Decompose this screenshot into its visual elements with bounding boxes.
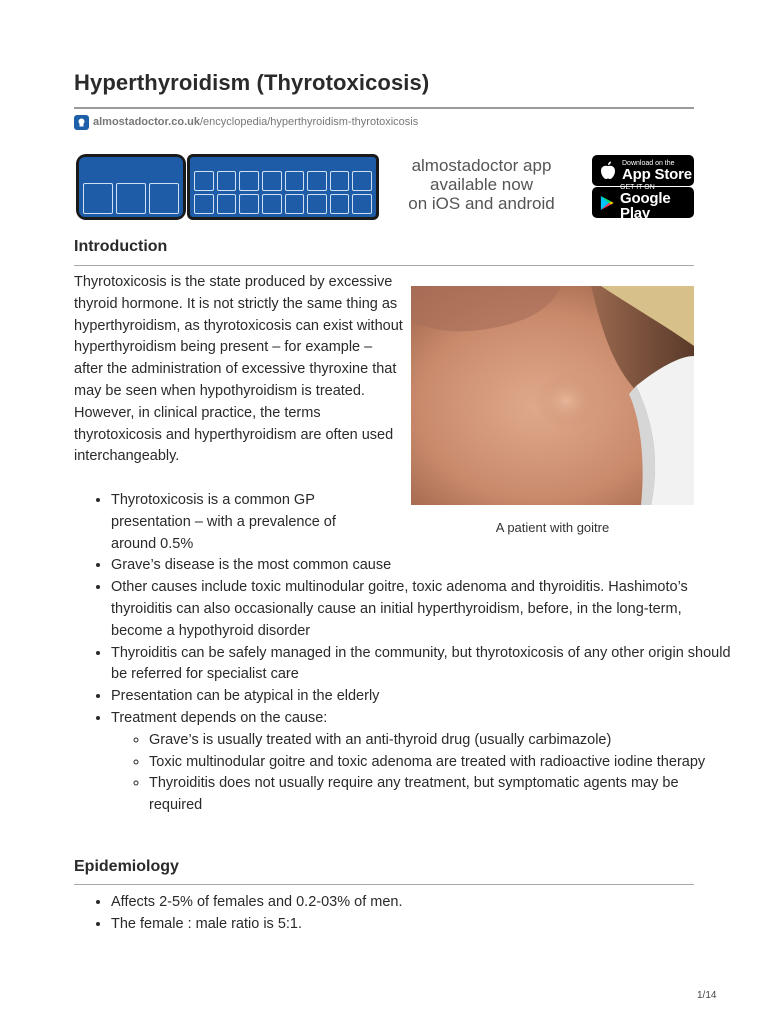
list-item: • Affects 2-5% of females and 0.2-03% of men. <box>111 892 731 914</box>
introduction-divider <box>74 265 694 266</box>
list-item: • Other causes include toxic multinodular goitre, toxic adenoma and thyroiditis. Hashimoto’s thyroiditis can also occasionally cause an initial hyperthyroidism, before, in the long-term, become a hypothyroid disorder <box>111 577 731 642</box>
app-store-button[interactable] <box>592 155 694 186</box>
tablet-screenshot <box>187 154 379 220</box>
page-number: 1/14 <box>697 990 717 1001</box>
treatment-bullet-text: Treatment depends on the cause: <box>111 709 328 726</box>
list-item: • The female : male ratio is 5:1. <box>111 914 731 936</box>
epidemiology-divider <box>74 884 694 885</box>
list-item: • Grave’s disease is the most common cause <box>111 555 731 577</box>
image-caption: A patient with goitre <box>495 520 610 535</box>
list-item: ◦ Grave’s is usually treated with an anti-thyroid drug (usually carbimazole) <box>149 730 731 752</box>
epidemiology-bullets <box>74 892 731 936</box>
list-item: ◦ Toxic multinodular goitre and toxic adenoma are treated with radioactive iodine therapy <box>149 752 731 774</box>
site-logo-icon <box>74 115 89 130</box>
app-availability-text: almostadoctor app available now on iOS and android <box>408 156 555 213</box>
phone-app-screen <box>79 157 183 217</box>
app-store-small-text: Download on the <box>622 159 675 167</box>
app-store-label: App Store <box>622 165 692 183</box>
page-title: Hyperthyroidism (Thyrotoxicosis) <box>74 70 430 95</box>
google-play-label: Google Play <box>620 190 671 222</box>
tablet-app-screen <box>190 157 376 217</box>
treatment-sublist <box>111 730 731 817</box>
url-domain[interactable]: almostadoctor.co.uk <box>93 116 200 128</box>
google-play-icon <box>600 194 614 212</box>
phone-screenshot <box>76 154 186 220</box>
list-item: • Thyrotoxicosis is a common GP presentation – with a prevalence of around 0.5% <box>111 490 361 555</box>
introduction-paragraph: Thyrotoxicosis is the state produced by excessive thyroid hormone. It is not strictly the same thing as hyperthyroidism, as thyrotoxicosis can exist without hyperthyroidism being present – for example – after the administration of excessive thyroxine that may be seen when hypothyroidism is treated. However, in clinical practice, the terms thyrotoxicosis and hyperthyroidism are often used interchangeably. <box>74 274 403 465</box>
google-play-small-text: GET IT ON <box>620 184 655 191</box>
google-play-button[interactable] <box>592 184 694 222</box>
list-item: ◦ Thyroiditis does not usually require any treatment, but symptomatic agents may be required <box>149 773 731 817</box>
source-url[interactable] <box>74 113 418 131</box>
app-banner[interactable] <box>76 152 694 222</box>
list-item: • Thyroiditis can be safely managed in the community, but thyrotoxicosis of any other origin should be referred for specialist care <box>111 643 731 687</box>
introduction-heading: Introduction <box>74 238 168 255</box>
list-item <box>111 708 731 817</box>
url-path[interactable]: /encyclopedia/hyperthyroidism-thyrotoxicosis <box>199 116 419 128</box>
apple-icon <box>600 161 616 180</box>
epidemiology-heading: Epidemiology <box>74 858 179 875</box>
title-divider <box>74 107 694 109</box>
list-item: • Presentation can be atypical in the elderly <box>111 686 731 708</box>
introduction-bullets <box>74 490 731 817</box>
goitre-photo <box>411 286 694 505</box>
